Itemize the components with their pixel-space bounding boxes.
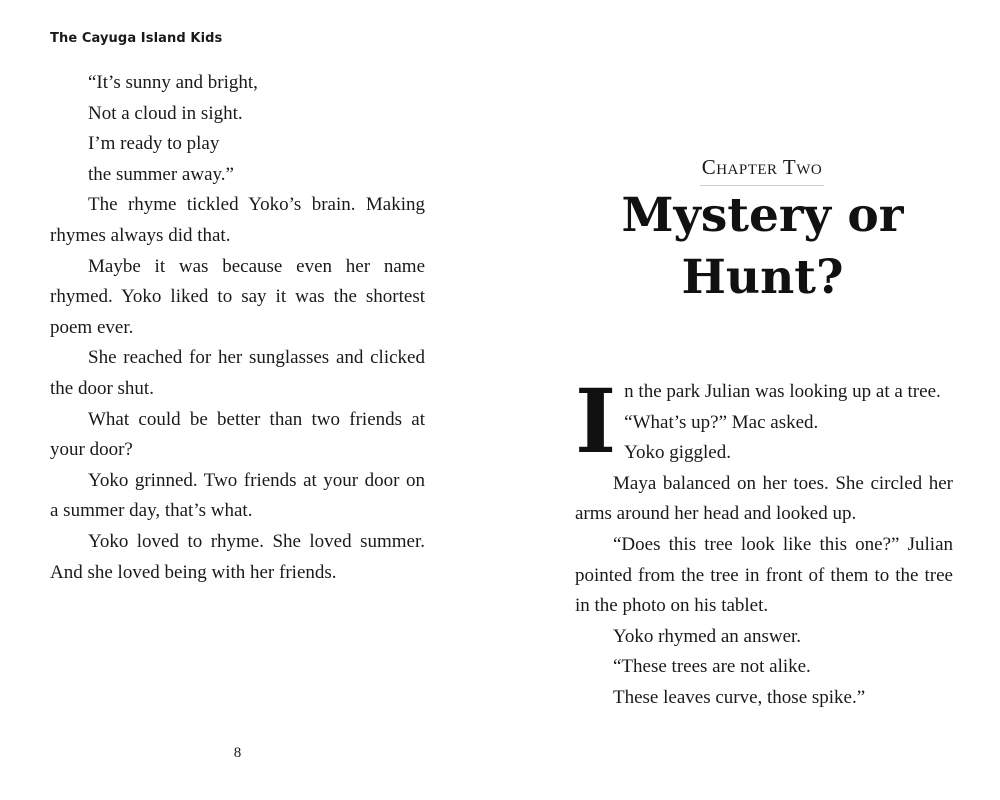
- paragraph: She reached for her sunglasses and clicked the door shut.: [50, 347, 425, 399]
- verse-line: the summer away.”: [88, 163, 234, 185]
- paragraph: These leaves curve, those spike.”: [613, 686, 866, 708]
- paragraph: The rhyme tickled Yoko’s brain. Making rhymes always did that.: [50, 194, 425, 246]
- paragraph: Maybe it was because even her name rhymed. Yoko liked to say it was the shortest poem ever.: [50, 255, 425, 338]
- chapter-title-line: Mystery or: [621, 188, 904, 243]
- verse-line: “It’s sunny and bright,: [88, 72, 258, 93]
- page-number: 8: [233, 745, 242, 761]
- chapter-title: [575, 185, 950, 309]
- verse-line: Not a cloud in sight.: [88, 102, 243, 124]
- left-page-body: [50, 68, 425, 588]
- paragraph: Yoko grinned. Two friends at your door on a summer day, that’s what.: [50, 469, 425, 522]
- chapter-title-line: Hunt?: [681, 250, 844, 305]
- drop-cap-line: n the park Julian was looking up at a tree.: [624, 381, 941, 402]
- verse-line: I’m ready to play: [88, 133, 220, 155]
- drop-cap: I: [575, 369, 617, 473]
- paragraph: “These trees are not alike.: [613, 656, 811, 678]
- paragraph: Yoko rhymed an answer.: [613, 625, 802, 647]
- running-head: The Cayuga Island Kids: [50, 31, 223, 46]
- right-page-body: [575, 369, 953, 714]
- drop-cap-line: “What’s up?” Mac asked.: [624, 411, 819, 433]
- paragraph: Yoko loved to rhyme. She loved summer. And she loved being with her friends.: [50, 530, 425, 583]
- paragraph: “Does this tree look like this one?” Julian pointed from the tree in front of them to the tree in the photo on his tablet.: [575, 533, 953, 617]
- drop-cap-line: Yoko giggled.: [624, 442, 731, 464]
- chapter-label: Chapter Two: [700, 155, 824, 186]
- paragraph: What could be better than two friends at your door?: [50, 408, 425, 461]
- paragraph: Maya balanced on her toes. She circled her arms around her head and looked up.: [575, 472, 953, 525]
